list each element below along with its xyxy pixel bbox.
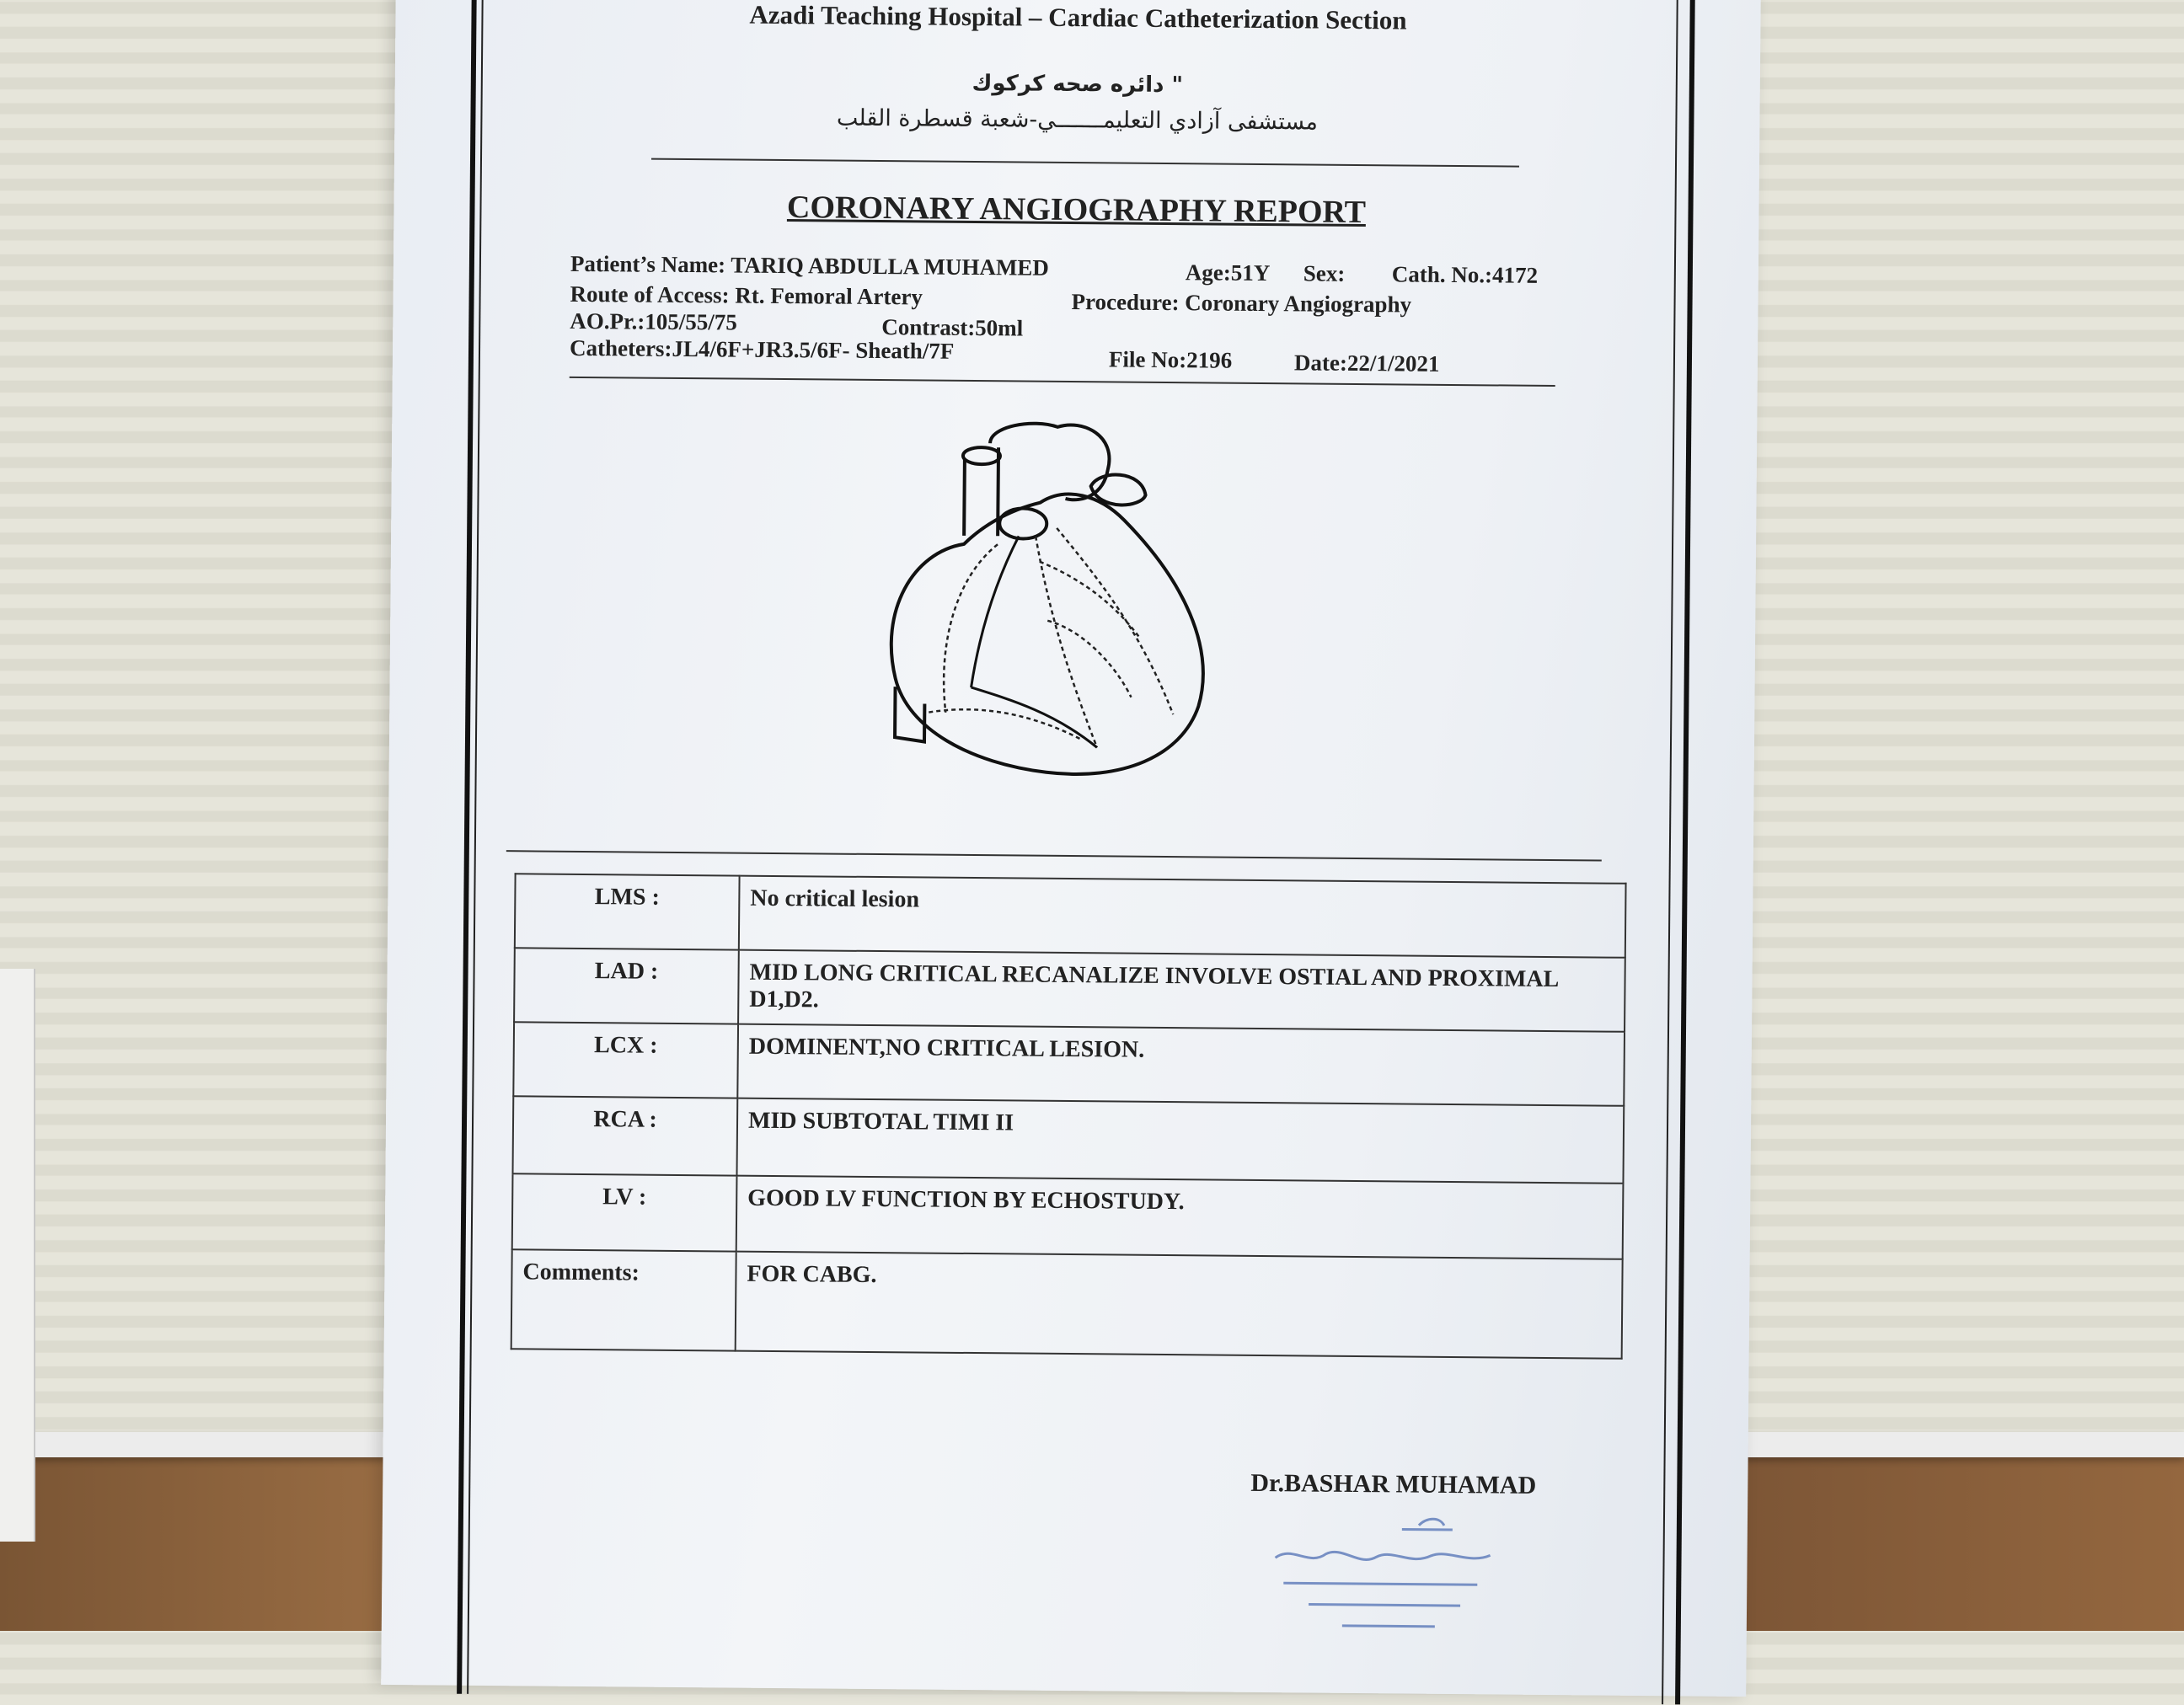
patient-sex: Sex: [1303,260,1346,286]
side-object [0,969,35,1542]
table-row [512,1173,1624,1259]
finding-label: Comments: [511,1249,736,1350]
procedure: Procedure: Coronary Angiography [1071,289,1412,318]
table-row [512,1096,1624,1183]
route-of-access: Route of Access: Rt. Femoral Artery [570,281,923,310]
report-title: CORONARY ANGIOGRAPHY REPORT [786,190,1367,231]
hospital-name: Azadi Teaching Hospital – Cardiac Catheterization Section [749,0,1407,35]
table-row [515,874,1626,957]
finding-value: No critical lesion [739,876,1626,958]
contrast-volume: Contrast:50ml [881,314,1024,341]
aortic-pressure: AO.Pr.:105/55/75 [570,307,737,335]
finding-value: DOMINENT,NO CRITICAL LESION. [737,1024,1625,1106]
finding-value: MID LONG CRITICAL RECANALIZE INVOLVE OSTIAL AND PROXIMAL D1,D2. [738,950,1625,1032]
table-row [513,1022,1625,1105]
arabic-directorate: " دائره صحه كركوك [972,70,1184,99]
report-paper [381,0,1761,1697]
table-row [514,948,1625,1031]
arabic-hospital-name: مستشفى آزادي التعليمـــــــي-شعبة قسطرة القلب [836,104,1319,136]
finding-value: FOR CABG. [736,1252,1623,1359]
doctor-name: Dr.BASHAR MUHAMAD [1250,1468,1537,1499]
file-number: File No:2196 [1108,346,1233,373]
finding-value: MID SUBTOTAL TIMI II [736,1098,1624,1184]
finding-label: RCA : [512,1096,737,1175]
findings-table [511,873,1627,1359]
patient-name: Patient’s Name: TARIQ ABDULLA MUHAMED [570,250,1050,281]
finding-label: LCX : [513,1022,738,1098]
doctor-stamp-icon [1258,1507,1512,1636]
catheters: Catheters:JL4/6F+JR3.5/6F- Sheath/7F [569,334,955,364]
finding-label: LAD : [514,948,739,1024]
report-date: Date:22/1/2021 [1293,350,1440,377]
finding-value: GOOD LV FUNCTION BY ECHOSTUDY. [736,1176,1624,1259]
cath-number: Cath. No.:4172 [1391,261,1539,288]
table-row [511,1249,1623,1358]
finding-label: LMS : [515,874,740,949]
patient-age: Age:51Y [1185,259,1271,286]
heart-diagram [844,409,1269,783]
finding-label: LV : [512,1173,737,1251]
